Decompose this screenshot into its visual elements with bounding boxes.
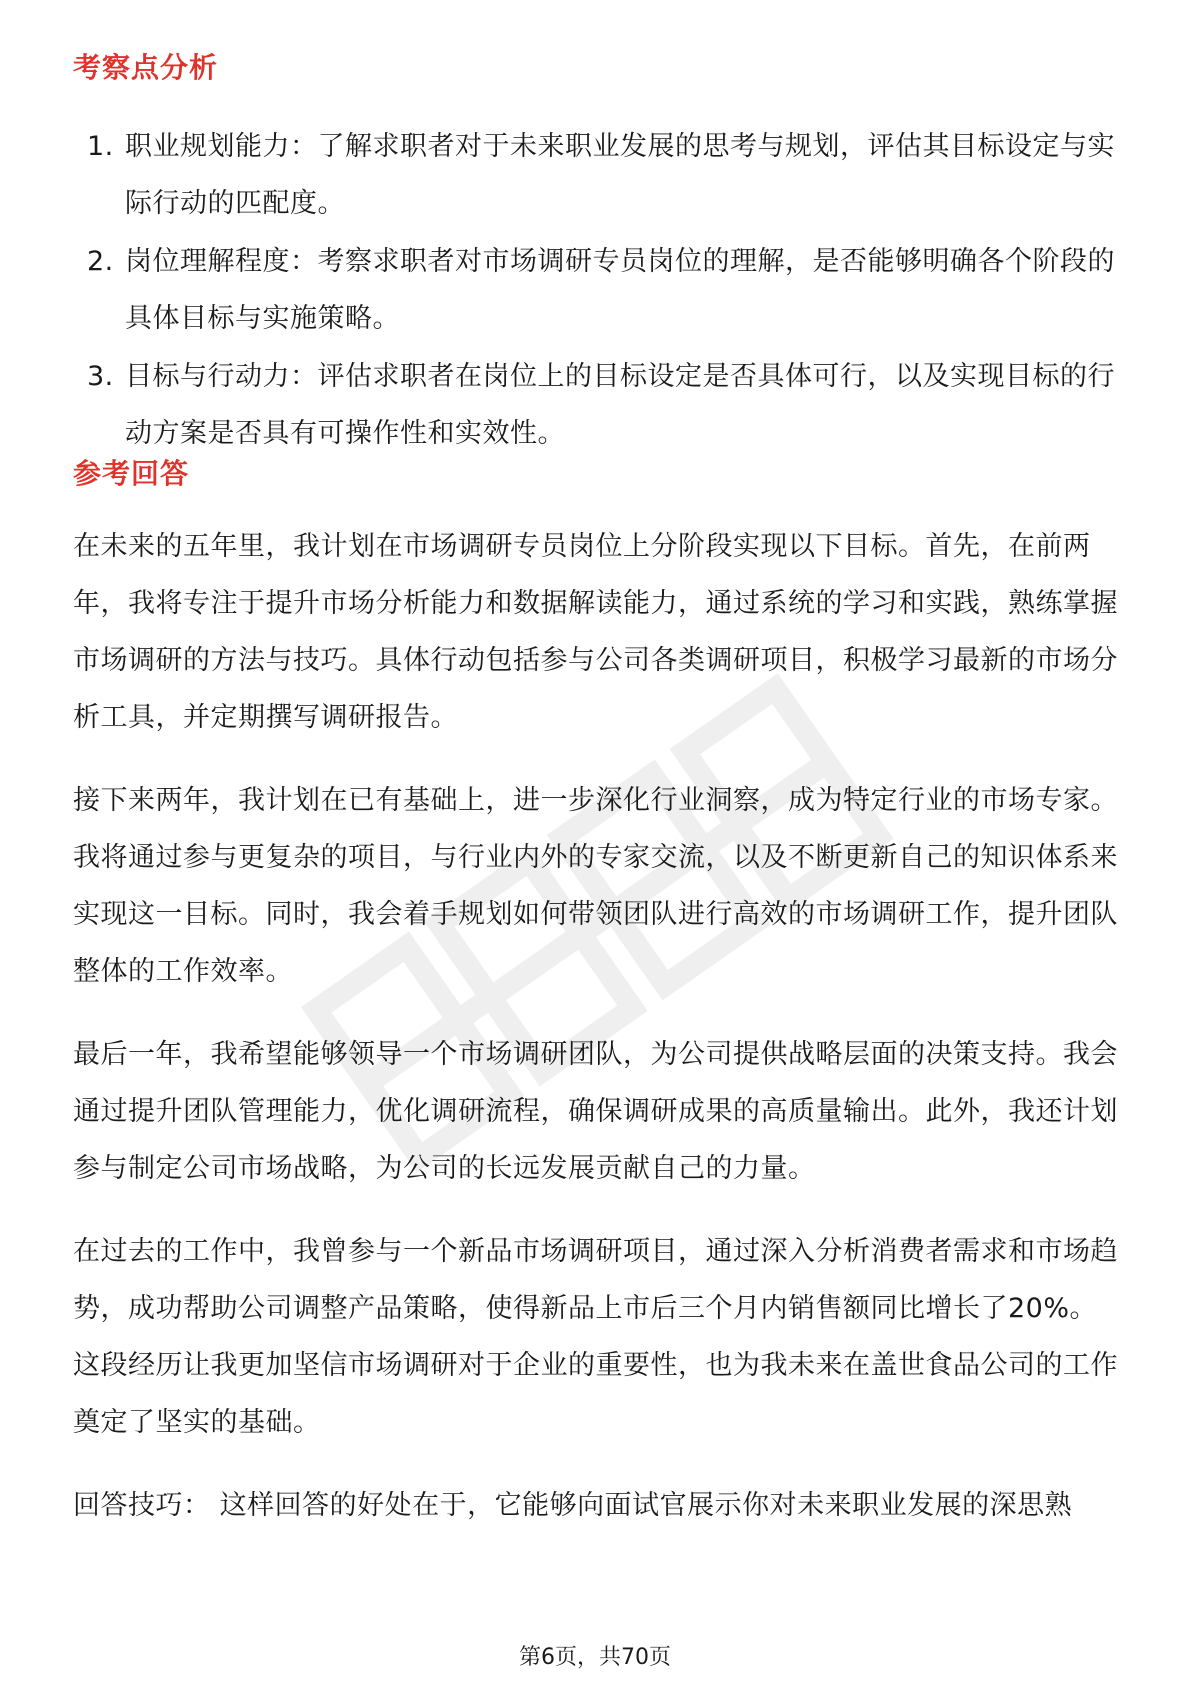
list-item: [73, 118, 1118, 232]
page-number-footer: 第6页，共70页: [519, 1645, 671, 1670]
list-item-number: 3.: [87, 361, 114, 392]
answer-paragraph: 在过去的工作中，我曾参与一个新品市场调研项目，通过深入分析消费者需求和市场趋势，成功帮助公司调整产品策略，使得新品上市后三个月内销售额同比增长了20%。这段经历让我更加坚信市场调研对于企业的重要性，也为我未来在盖世食品公司的工作奠定了坚实的基础。: [73, 1236, 1118, 1438]
answer-paragraph: 接下来两年，我计划在已有基础上，进一步深化行业洞察，成为特定行业的市场专家。我将通过参与更复杂的项目，与行业内外的专家交流，以及不断更新自己的知识体系来实现这一目标。同时，我会着手规划如何带领团队进行高效的市场调研工作，提升团队整体的工作效率。: [73, 785, 1118, 987]
analysis-heading: 考察点分析: [73, 51, 219, 84]
list-item: [73, 348, 1118, 462]
list-item-text: 目标与行动力：评估求职者在岗位上的目标设定是否具体可行，以及实现目标的行动方案是否具有可操作性和实效性。: [125, 361, 1115, 449]
analysis-points-list: [73, 118, 1118, 463]
list-item-number: 1.: [87, 131, 114, 162]
list-item-number: 2.: [87, 246, 114, 277]
answer-paragraph: 最后一年，我希望能够领导一个市场调研团队，为公司提供战略层面的决策支持。我会通过提升团队管理能力，优化调研流程，确保调研成果的高质量输出。此外，我还计划参与制定公司市场战略，为公司的长远发展贡献自己的力量。: [73, 1039, 1118, 1184]
reference-answer-heading: 参考回答: [73, 457, 190, 490]
list-item-text: 岗位理解程度：考察求职者对市场调研专员岗位的理解，是否能够明确各个阶段的具体目标与实施策略。: [125, 246, 1115, 334]
answer-paragraph: 在未来的五年里，我计划在市场调研专员岗位上分阶段实现以下目标。首先，在前两年，我将专注于提升市场分析能力和数据解读能力，通过系统的学习和实践，熟练掌握市场调研的方法与技巧。具体行动包括参与公司各类调研项目，积极学习最新的市场分析工具，并定期撰写调研报告。: [73, 531, 1118, 733]
list-item-text: 职业规划能力：了解求职者对于未来职业发展的思考与规划，评估其目标设定与实际行动的匹配度。: [125, 131, 1115, 219]
list-item: [73, 233, 1118, 347]
reference-answer-body: [73, 518, 1118, 1560]
answer-tips-paragraph: 回答技巧： 这样回答的好处在于，它能够向面试官展示你对未来职业发展的深思熟: [73, 1490, 1073, 1521]
